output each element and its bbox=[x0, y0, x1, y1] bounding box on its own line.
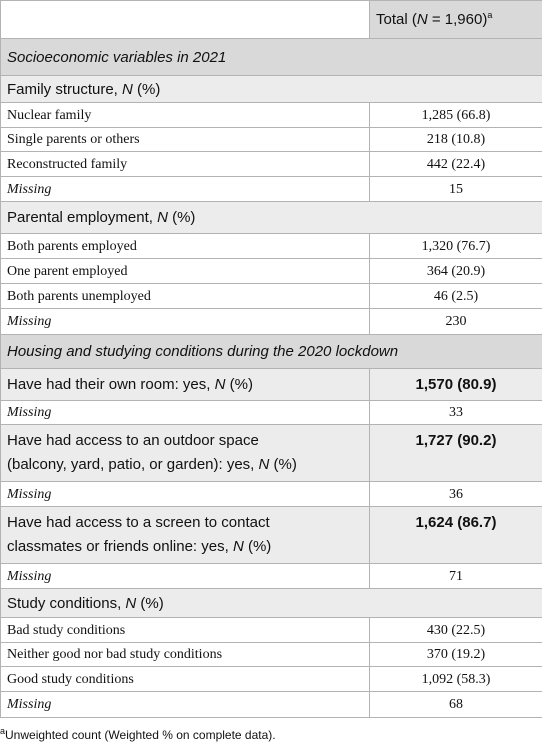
table-row bbox=[1, 128, 542, 152]
row-label: Missing bbox=[1, 564, 370, 589]
row-label: One parent employed bbox=[1, 259, 370, 284]
table-footnote: $^a$Unweighted count (Weighted % on complete data). bbox=[0, 726, 276, 742]
table-row bbox=[1, 103, 542, 128]
header-total-cell: Total (N = 1,960)$^a$ bbox=[370, 1, 542, 39]
row-value: 1,727 (90.2) bbox=[370, 425, 542, 482]
row-label: Missing bbox=[1, 177, 370, 202]
table-header-row bbox=[1, 1, 542, 39]
row-label: Good study conditions bbox=[1, 667, 370, 692]
section-header-row bbox=[1, 335, 542, 369]
missing-row bbox=[1, 482, 542, 507]
section-header-row bbox=[1, 39, 542, 76]
table-row bbox=[1, 618, 542, 643]
indicator-row bbox=[1, 425, 542, 482]
missing-row bbox=[1, 692, 542, 718]
row-label: Have had access to an outdoor space (balcony, yard, patio, or garden): yes, N (%) bbox=[1, 425, 370, 482]
row-value: 1,570 (80.9) bbox=[370, 369, 542, 401]
row-label: Have had their own room: yes, N (%) bbox=[1, 369, 370, 401]
row-value: 1,285 (66.8) bbox=[370, 103, 542, 128]
row-label: Both parents unemployed bbox=[1, 284, 370, 309]
row-value: 33 bbox=[370, 401, 542, 425]
row-value: 1,624 (86.7) bbox=[370, 507, 542, 564]
row-value: 370 (19.2) bbox=[370, 643, 542, 667]
row-label: Both parents employed bbox=[1, 234, 370, 259]
row-value: 36 bbox=[370, 482, 542, 507]
row-label: Reconstructed family bbox=[1, 152, 370, 177]
row-value: 1,092 (58.3) bbox=[370, 667, 542, 692]
row-value: 364 (20.9) bbox=[370, 259, 542, 284]
row-value: 218 (10.8) bbox=[370, 128, 542, 152]
group-header-row bbox=[1, 76, 542, 103]
row-label: Missing bbox=[1, 692, 370, 718]
missing-row bbox=[1, 177, 542, 202]
group-header-row bbox=[1, 202, 542, 234]
row-value: 430 (22.5) bbox=[370, 618, 542, 643]
missing-row bbox=[1, 309, 542, 335]
table-row bbox=[1, 234, 542, 259]
row-value: 46 (2.5) bbox=[370, 284, 542, 309]
table-row bbox=[1, 284, 542, 309]
row-label: Neither good nor bad study conditions bbox=[1, 643, 370, 667]
table-row bbox=[1, 667, 542, 692]
row-value: 442 (22.4) bbox=[370, 152, 542, 177]
row-value: 230 bbox=[370, 309, 542, 335]
header-blank-cell bbox=[1, 1, 370, 39]
group-title: Study conditions, N (%) bbox=[1, 589, 542, 618]
row-label: Bad study conditions bbox=[1, 618, 370, 643]
table-row bbox=[1, 259, 542, 284]
row-label: Nuclear family bbox=[1, 103, 370, 128]
row-label: Missing bbox=[1, 482, 370, 507]
row-label: Missing bbox=[1, 401, 370, 425]
row-label: Missing bbox=[1, 309, 370, 335]
footnote-marker: a bbox=[487, 10, 493, 20]
row-value: 15 bbox=[370, 177, 542, 202]
indicator-row bbox=[1, 507, 542, 564]
group-title: Family structure, N (%) bbox=[1, 76, 542, 103]
n-symbol: N bbox=[416, 11, 428, 28]
row-value: 71 bbox=[370, 564, 542, 589]
row-value: 1,320 (76.7) bbox=[370, 234, 542, 259]
missing-row bbox=[1, 401, 542, 425]
group-header-row bbox=[1, 589, 542, 618]
missing-row bbox=[1, 564, 542, 589]
row-label: Have had access to a screen to contact classmates or friends online: yes, N (%) bbox=[1, 507, 370, 564]
indicator-row bbox=[1, 369, 542, 401]
section-title: Socioeconomic variables in 2021 bbox=[1, 39, 542, 76]
row-value: 68 bbox=[370, 692, 542, 718]
table-row bbox=[1, 152, 542, 177]
group-title: Parental employment, N (%) bbox=[1, 202, 542, 234]
table-row bbox=[1, 643, 542, 667]
section-title: Housing and studying conditions during the 2020 lockdown bbox=[1, 335, 542, 369]
row-label: Single parents or others bbox=[1, 128, 370, 152]
footnote-marker: a bbox=[0, 726, 6, 736]
